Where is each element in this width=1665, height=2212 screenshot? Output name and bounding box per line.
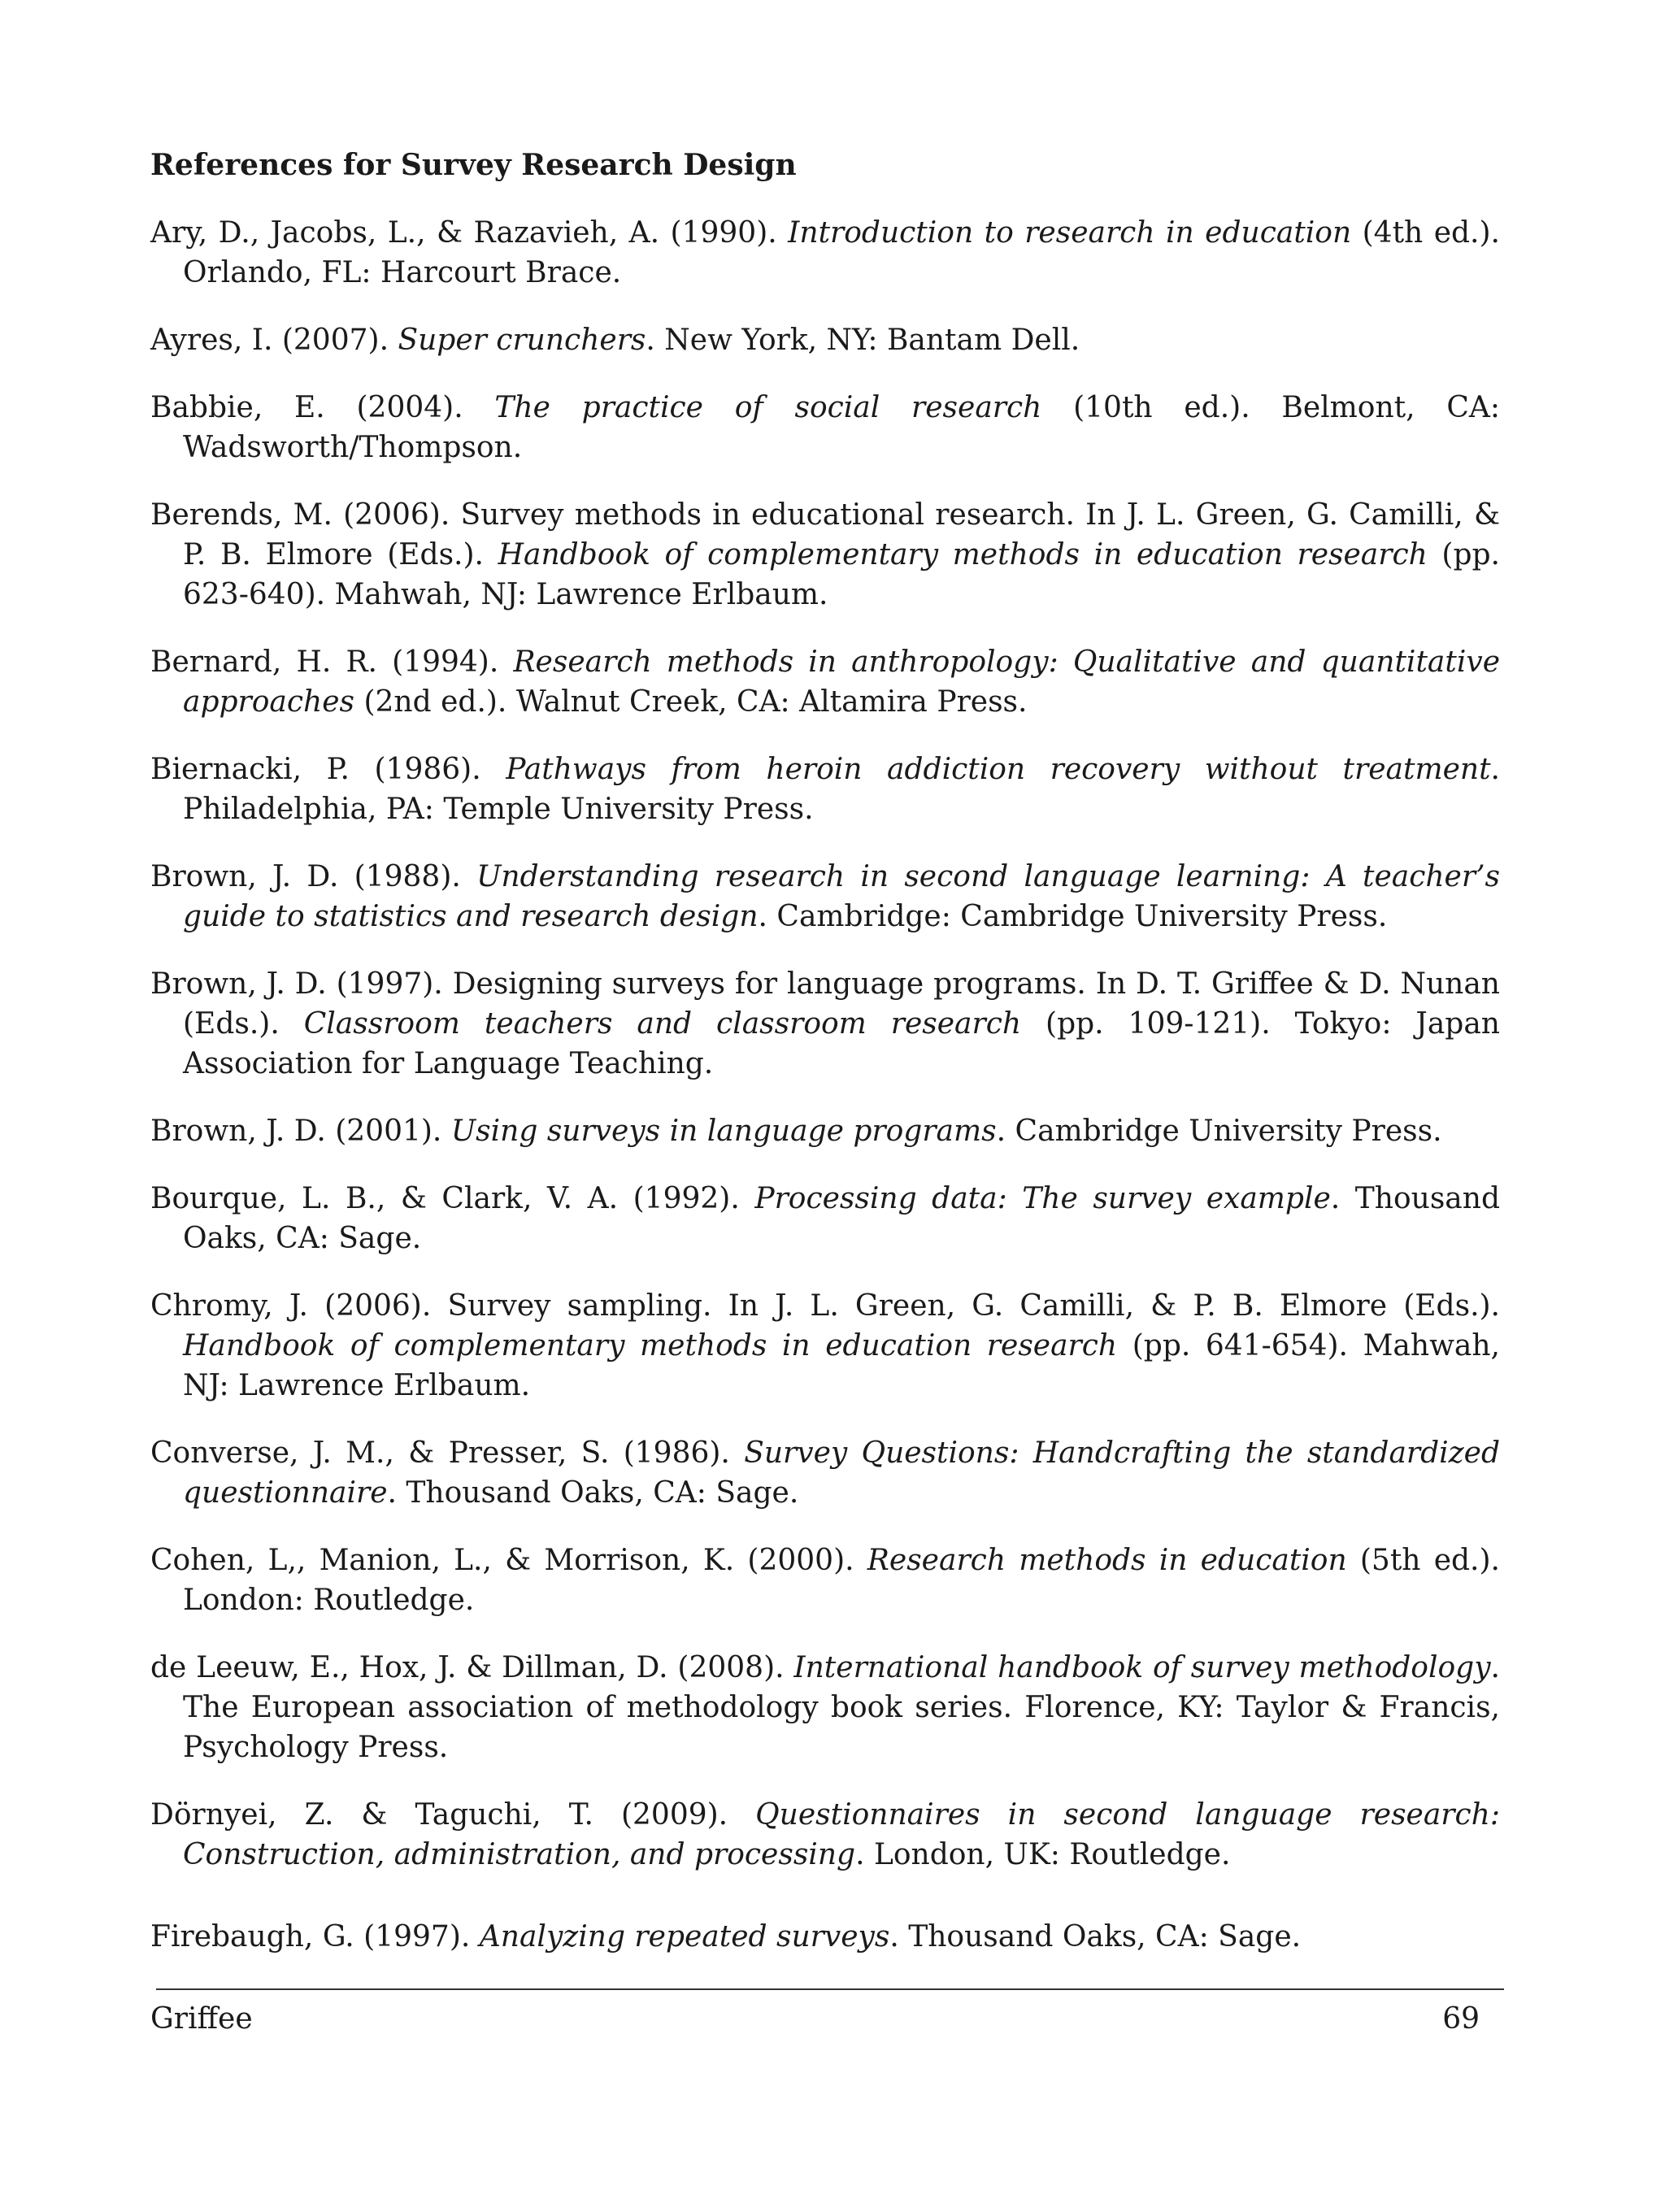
footer-divider [156, 1988, 1504, 1990]
reference-entry: Brown, J. D. (1997). Designing surveys for language programs. In D. T. Griffee & D. Nunan (Eds.). Classroom teachers and classroom research (pp. 109-121). Tokyo: Japan Association for Language Teaching. [150, 967, 1500, 1080]
footer-author: Griffee [150, 2002, 253, 2036]
reference-entry: Firebaugh, G. (1997). Analyzing repeated surveys. Thousand Oaks, CA: Sage. [150, 1920, 1302, 1953]
reference-entry: Chromy, J. (2006). Survey sampling. In J. L. Green, G. Camilli, & P. B. Elmore (Eds.). Handbook of complementary methods in education research (pp. 641-654). Mahwah, NJ: Lawrence Erlbaum. [150, 1289, 1500, 1402]
section-heading: References for Survey Research Design [150, 148, 797, 182]
reference-entry: Berends, M. (2006). Survey methods in educational research. In J. L. Green, G. Camilli, & P. B. Elmore (Eds.). Handbook of complementary methods in education research (pp. 623-640). Mahwah, NJ: Lawrence Erlbaum. [150, 498, 1501, 611]
reference-entry: Ary, D., Jacobs, L., & Razavieh, A. (1990). Introduction to research in education (4th ed.). Orlando, FL: Harcourt Brace. [150, 216, 1500, 289]
reference-entry: Ayres, I. (2007). Super crunchers. New York, NY: Bantam Dell. [150, 324, 1080, 357]
reference-entry: de Leeuw, E., Hox, J. & Dillman, D. (2008). International handbook of survey methodology. The European association of methodology book series. Florence, KY: Taylor & Francis, Psychology Press. [150, 1651, 1500, 1764]
reference-entry: Dörnyei, Z. & Taguchi, T. (2009). Questionnaires in second language research: Construction, administration, and processing. London, UK: Routledge. [150, 1798, 1500, 1871]
reference-entry: Bourque, L. B., & Clark, V. A. (1992). Processing data: The survey example. Thousand Oaks, CA: Sage. [150, 1182, 1500, 1255]
reference-entry: Brown, J. D. (2001). Using surveys in language programs. Cambridge University Press. [150, 1115, 1442, 1148]
page-number: 69 [1442, 2002, 1480, 2036]
reference-entry: Converse, J. M., & Presser, S. (1986). Survey Questions: Handcrafting the standardized questionnaire. Thousand Oaks, CA: Sage. [150, 1436, 1501, 1510]
reference-entry: Cohen, L,, Manion, L., & Morrison, K. (2000). Research methods in education (5th ed.). London: Routledge. [150, 1544, 1500, 1617]
reference-entry: Brown, J. D. (1988). Understanding research in second language learning: A teacher’s guide to statistics and research design. Cambridge: Cambridge University Press. [150, 860, 1500, 933]
reference-entry: Bernard, H. R. (1994). Research methods in anthropology: Qualitative and quantitative approaches (2nd ed.). Walnut Creek, CA: Altamira Press. [150, 645, 1500, 719]
reference-entry: Babbie, E. (2004). The practice of social research (10th ed.). Belmont, CA: Wadsworth/Thompson. [150, 391, 1500, 464]
reference-entry: Biernacki, P. (1986). Pathways from heroin addiction recovery without treatment. Philadelphia, PA: Temple University Press. [150, 753, 1500, 826]
references-section [150, 145, 1500, 1984]
